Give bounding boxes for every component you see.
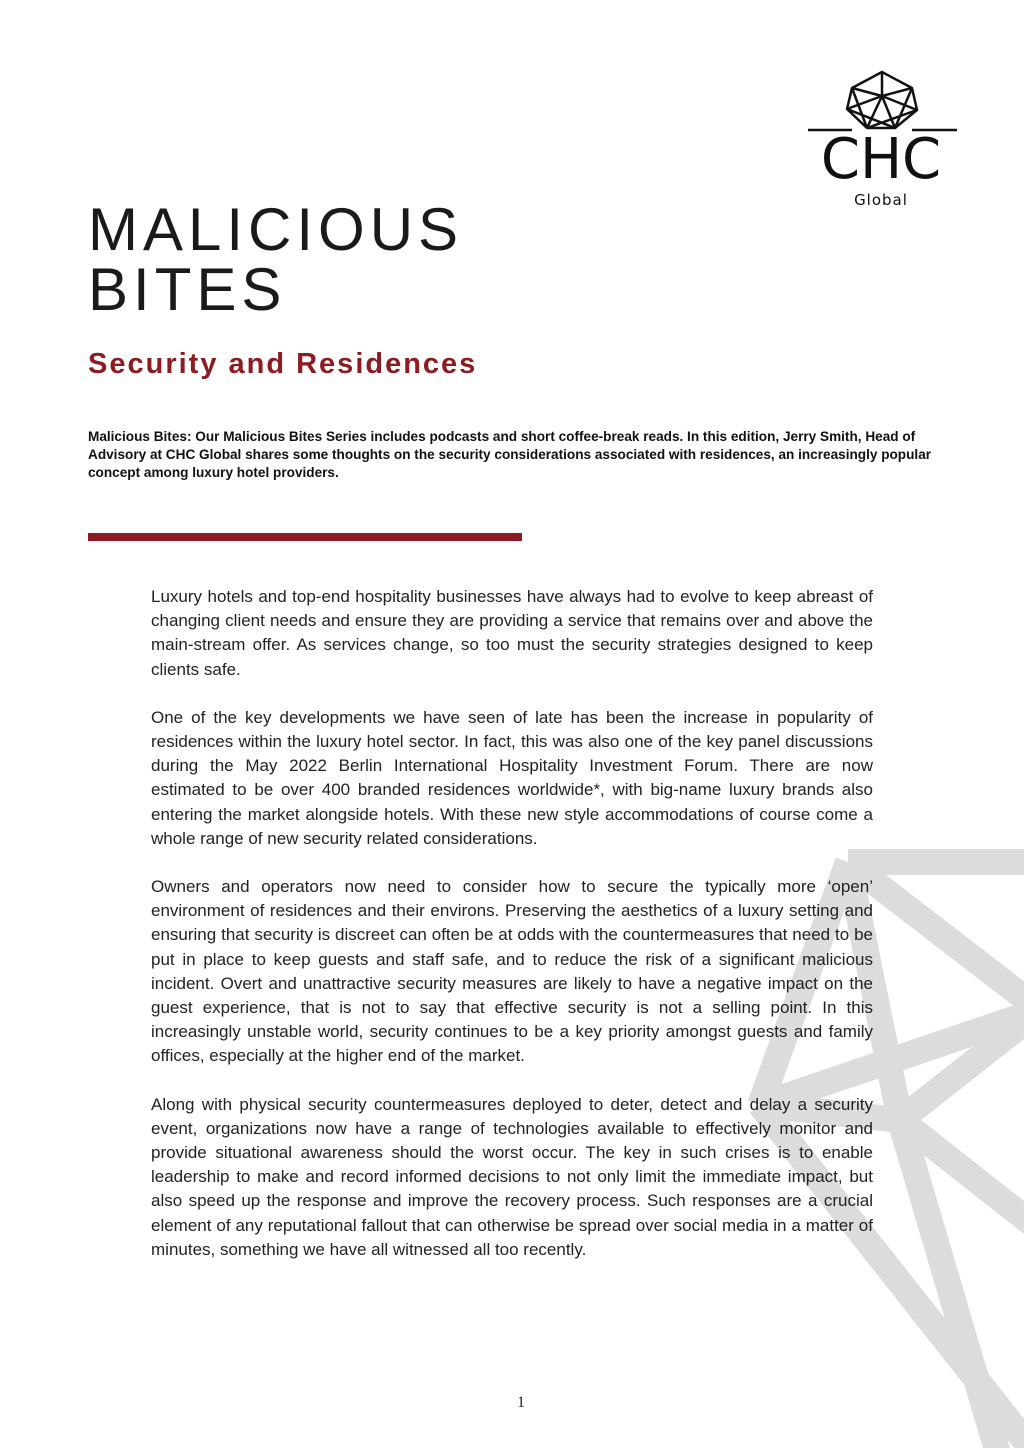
article-body xyxy=(151,585,873,1286)
page-title xyxy=(88,196,688,323)
intro-summary: Malicious Bites: Our Malicious Bites Series includes podcasts and short coffee-break reads. In this edition, Jerry Smith, Head of Advisory at CHC Global shares some thoughts on the security considerations associated with residences, an increasingly popular concept among luxury hotel providers. xyxy=(88,429,932,480)
body-paragraph: Along with physical security countermeasures deployed to deter, detect and delay a security event, organizations now have a range of technologies available to effectively monitor and provide situational awareness should the worst occur. The key in such crises is to enable leadership to make and record informed decisions to not only limit the immediate impact, but also speed up the response and improve the recovery process. Such responses are a crucial element of any reputational fallout that can otherwise be spread over social media in a matter of minutes, something we have all witnessed all too recently. xyxy=(151,1094,873,1259)
title-line-1: MALICIOUS xyxy=(88,196,464,263)
page-number: 1 xyxy=(517,1394,525,1411)
title-line-2: BITES xyxy=(88,256,287,323)
body-paragraph: Owners and operators now need to consider how to secure the typically more ‘open’ environment of residences and their environs. Preserving the aesthetics of a luxury setting and ensuring that security is discreet can often be at odds with the countermeasures that need to be put in place to keep guests and staff safe, and to reduce the risk of a significant malicious incident. Overt and unattractive security measures are likely to have a negative impact on the guest experience, that is not to say that effective security is not a selling point. In this increasingly unstable world, security continues to be a key priority amongst guests and family offices, especially at the higher end of the market. xyxy=(151,877,873,1066)
accent-divider xyxy=(88,533,522,541)
page-subtitle: Security and Residences xyxy=(88,348,478,380)
logo-tagline: Global xyxy=(854,191,908,209)
logo-wordmark: CHC xyxy=(820,127,942,192)
body-paragraph: One of the key developments we have seen of late has been the increase in popularity of residences within the luxury hotel sector. In fact, this was also one of the key panel discussions during the May 2022 Berlin International Hospitality Investment Forum. There are now estimated to be over 400 branded residences worldwide*, with big-name luxury brands also entering the market alongside hotels. With these new style accommodations of course come a whole range of new security related considerations. xyxy=(151,707,873,848)
body-paragraph: Luxury hotels and top-end hospitality businesses have always had to evolve to keep abreast of changing client needs and ensure they are providing a service that remains over and above the main-stream offer. As services change, so too must the security strategies designed to keep clients safe. xyxy=(151,587,873,679)
